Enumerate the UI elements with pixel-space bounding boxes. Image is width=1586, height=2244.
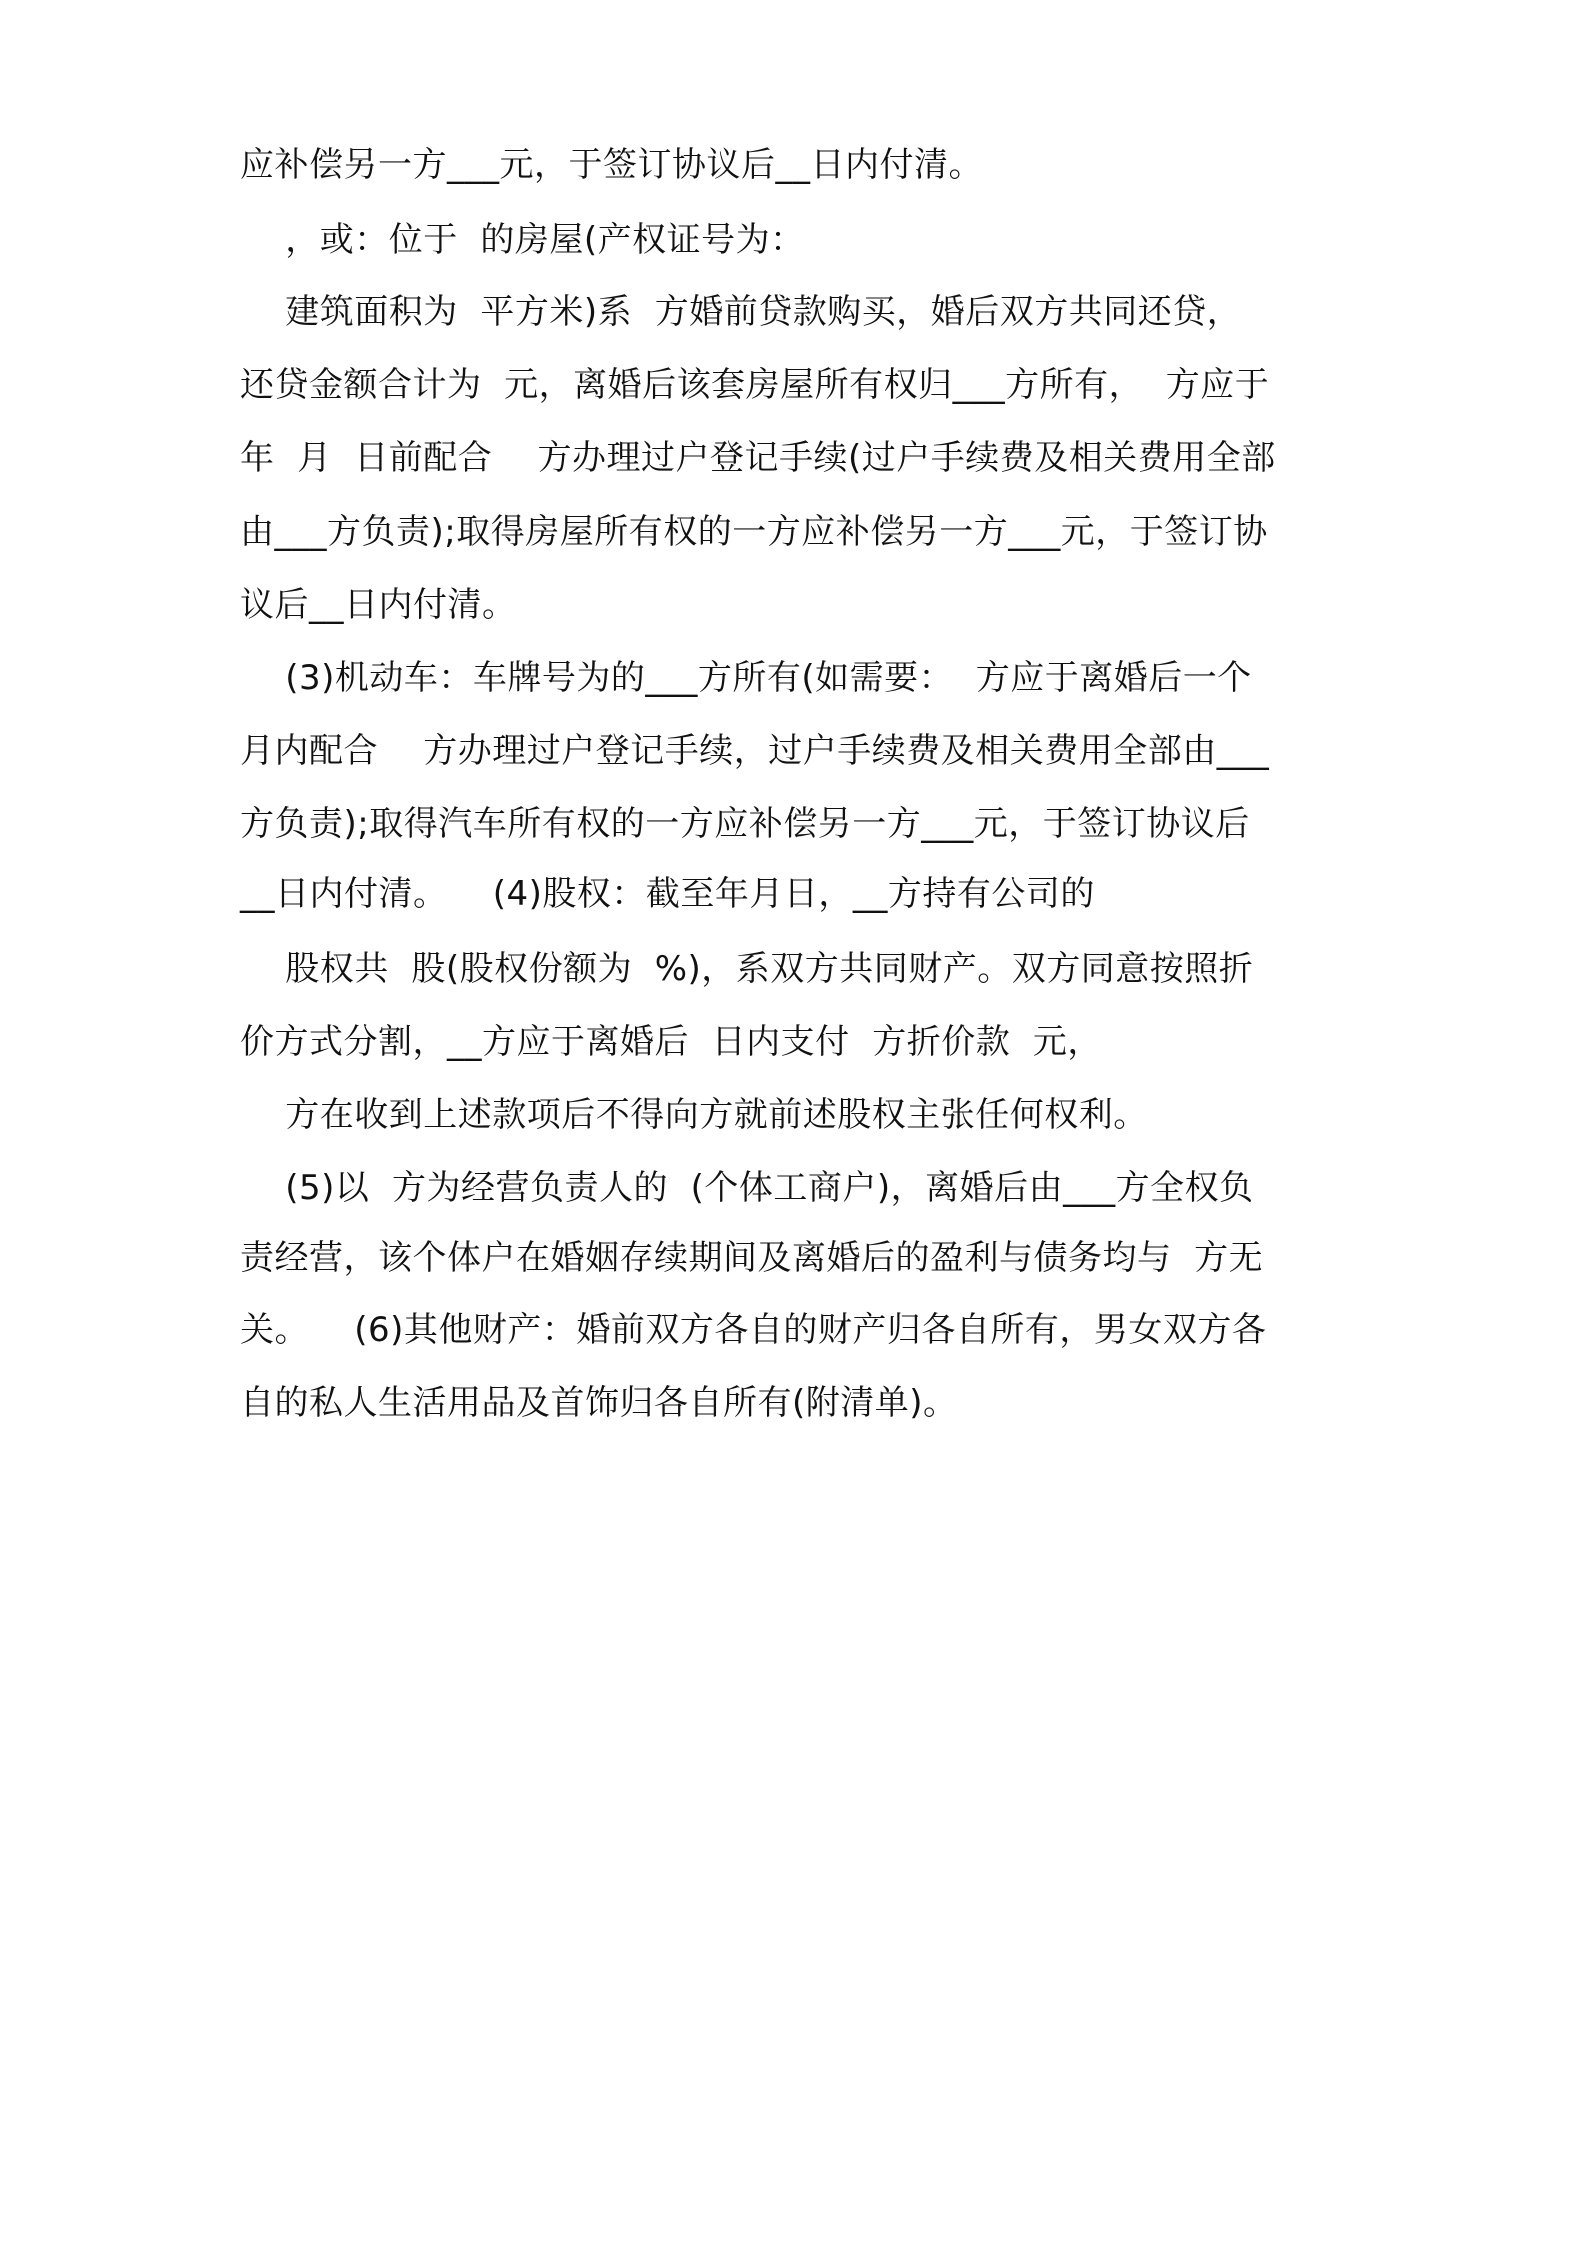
text-line-8: (3)机动车：车牌号为的___方所有(如需要： 方应于离婚后一个 (240, 658, 1252, 698)
text-line-1: 应补偿另一方___元，于签订协议后__日内付清。 (240, 145, 983, 185)
text-line-7: 议后__日内付清。 (240, 585, 517, 625)
text-line-9: 月内配合 方办理过户登记手续，过户手续费及相关费用全部由___ (240, 731, 1270, 771)
text-line-16: 责经营，该个体户在婚姻存续期间及离婚后的盈利与债务均与 方无 (240, 1238, 1264, 1278)
text-line-5: 年 月 日前配合 方办理过户登记手续(过户手续费及相关费用全部 (240, 438, 1276, 478)
text-line-3: 建筑面积为 平方米)系 方婚前贷款购买，婚后双方共同还贷， (240, 292, 1242, 332)
text-line-13: 价方式分割，__方应于离婚后 日内支付 方折价款 元， (240, 1022, 1102, 1062)
text-line-12: 股权共 股(股权份额为 %)，系双方共同财产。双方同意按照折 (240, 949, 1254, 989)
text-line-18: 自的私人生活用品及首饰归各自所有(附清单)。 (240, 1383, 958, 1423)
text-line-6: 由___方负责);取得房屋所有权的一方应补偿另一方___元，于签订协 (240, 512, 1268, 552)
text-line-14: 方在收到上述款项后不得向方就前述股权主张任何权利。 (240, 1095, 1148, 1135)
text-line-17: 关。 (6)其他财产：婚前双方各自的财产归各自所有，男女双方各 (240, 1310, 1267, 1350)
text-line-4: 还贷金额合计为 元，离婚后该套房屋所有权归___方所有， 方应于 (240, 365, 1270, 405)
text-line-10: 方负责);取得汽车所有权的一方应补偿另一方___元，于签订协议后 (240, 804, 1250, 844)
text-line-2: ，或：位于 的房屋(产权证号为： (240, 220, 805, 260)
text-line-11: __日内付清。 (4)股权：截至年月日，__方持有公司的 (240, 874, 1095, 914)
text-line-15: (5)以 方为经营负责人的 (个体工商户)，离婚后由___方全权负 (240, 1168, 1254, 1208)
